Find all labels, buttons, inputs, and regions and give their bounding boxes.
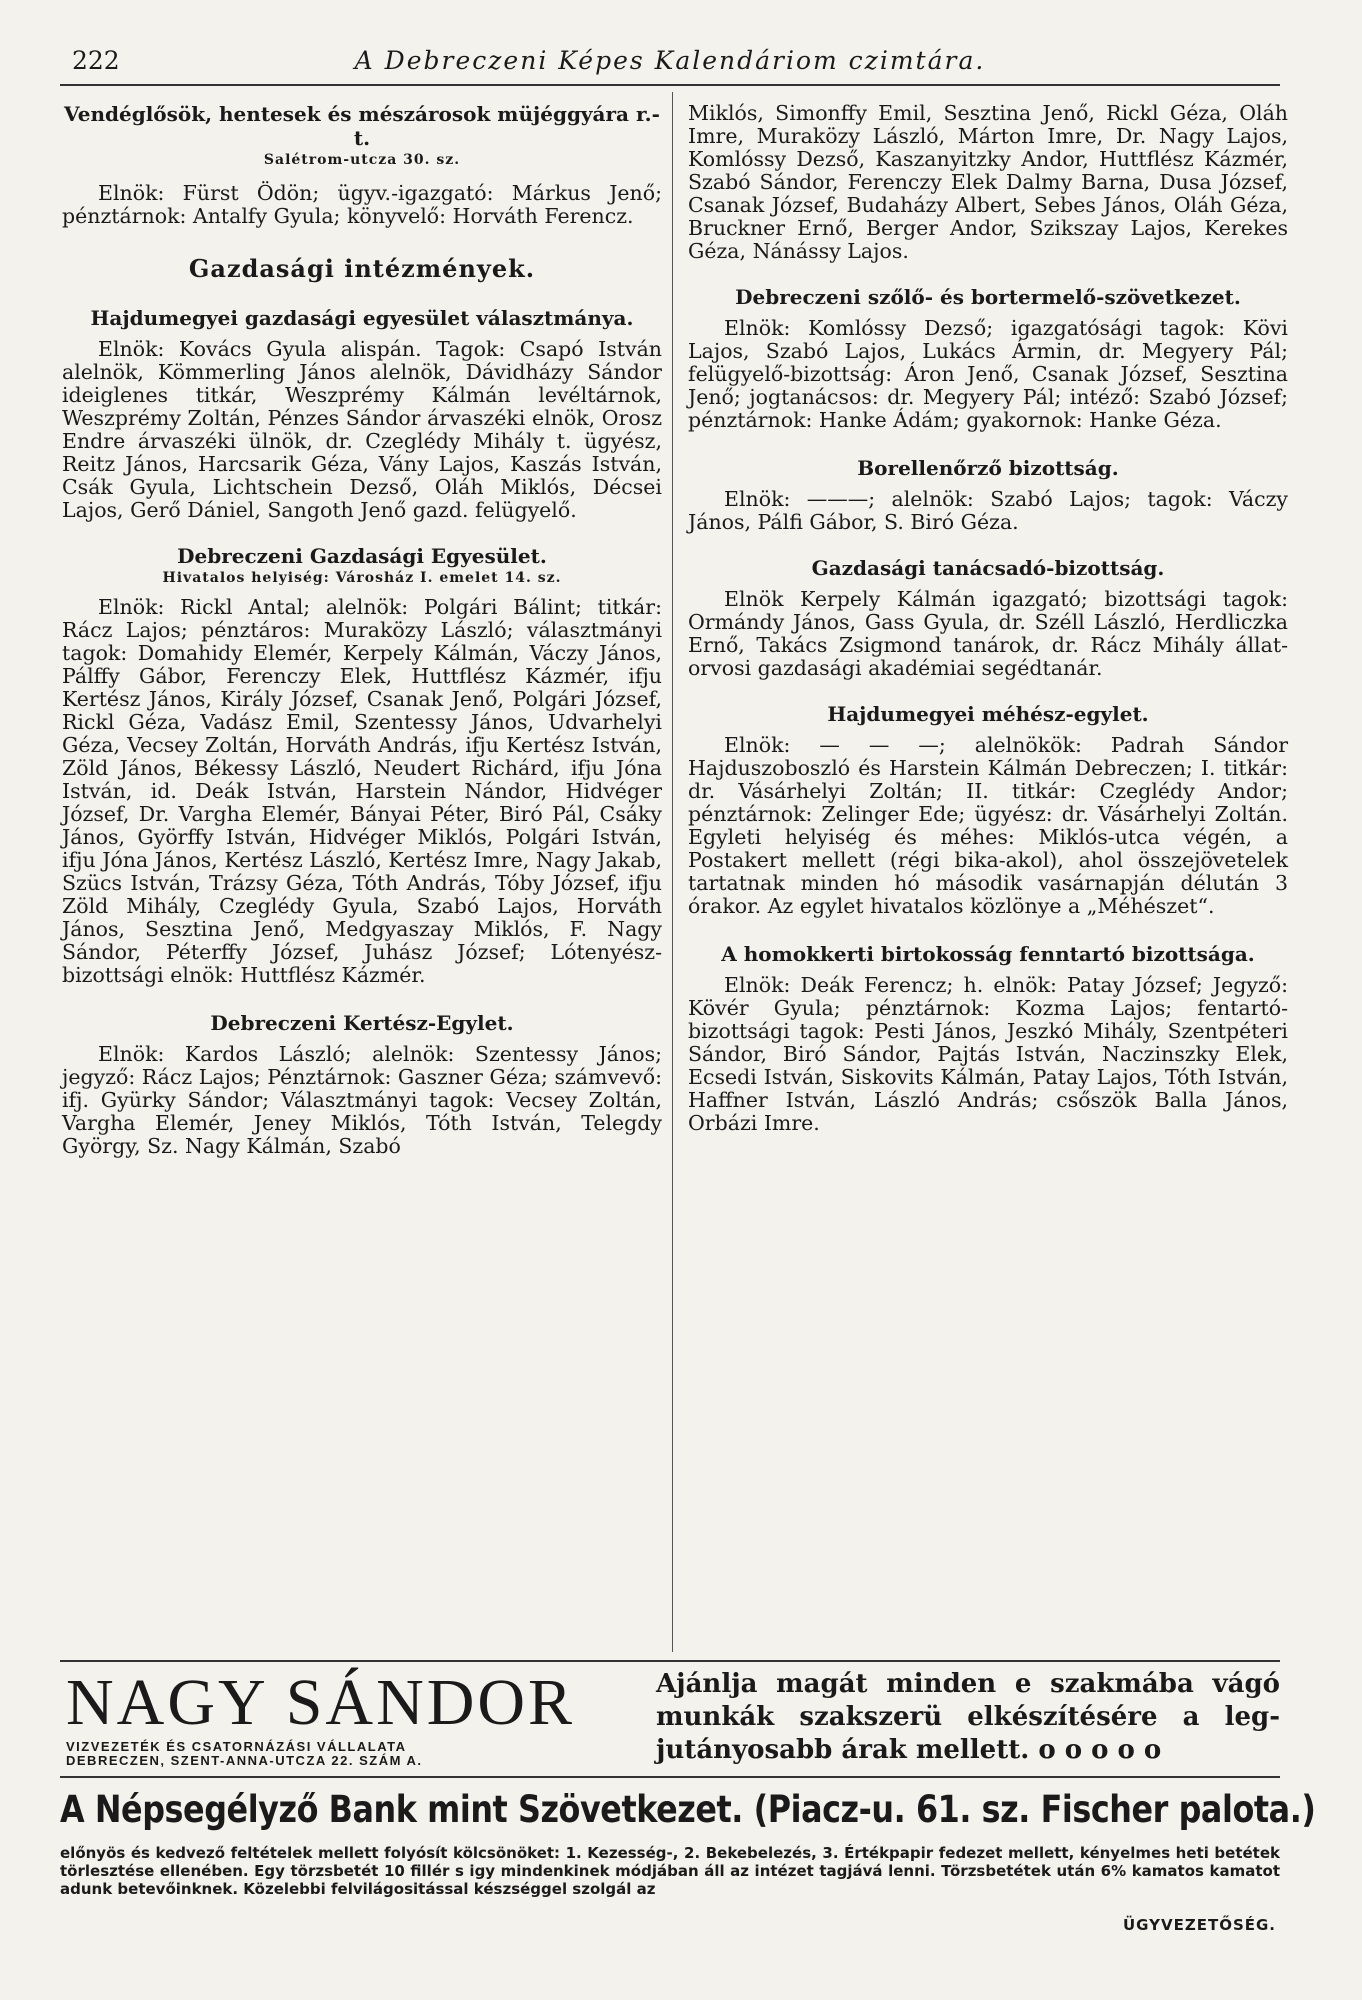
- page-header: [60, 40, 1280, 86]
- bank-title: A Népsegélyző Bank mint Szövetkezet. (Piacz-u. 61. sz. Fischer palota.): [60, 1788, 1316, 1831]
- section-body: Elnök: Kardos László; alelnök: Szentessy János; jegyző: Rácz Lajos; Pénztárnok: Gaszner Géza; számvevő: ifj. Gyürky Sándor; Választmányi tagok: Vecsey Zoltán, Vargha Elemér, Jeney Miklós, Tóth István, Telegdy György, Sz. Nagy Kálmán, Szabó: [62, 1042, 662, 1158]
- running-title: A Debreczeni Képes Kalendáriom czimtára.: [354, 46, 986, 75]
- advertisement-bank: [60, 1776, 1316, 1968]
- section-title: Debreczeni Kertész-Egylet.: [210, 1011, 514, 1035]
- section-address: Hivatalos helyiség: Városház I. emelet 14. sz.: [162, 570, 562, 586]
- ad-text: Ajánlja magát minden e szakmába vágó munkák szakszerü elkészítésére a legjutányosabb árak mellett. o o o o o: [656, 1669, 1280, 1765]
- section-body: Elnök: Rickl Antal; alelnök: Polgári Bálint; titkár: Rácz Lajos; pénztáros: Muraközy László; választmányi tagok: Domahidy Elemér, Kerpely Kálmán, Váczy János, Pálffy Gábor, Ferenczy Elek, Huttflész Kázmér, ifju Kertész János, Király József, Csanak Jenő, Polgári József, Rickl Géza, Vadász Emil, Szentessy János, Udvarhelyi Géza, Vecsey Zoltán, Horváth András, ifju Kertész István, Zöld János, Békessy László, Neudert Richárd, ifju Jóna István, id. Deák István, Harstein Nándor, Hidvéger József, Dr. Vargha Elemér, Bányai Péter, Biró Pál, Csáky János, Györffy István, Hidvéger Miklós, Polgári István, ifju Jóna János, Kertész László, Kertész Imre, Nagy Jakab, Szücs István, Trázsy Géza, Tóth András, Tóby József, ifju Zöld Mihály, Czeglédy Gyula, Szabó Lajos, Horváth János, Sesztina Jenő, Medgyaszay Miklós, F. Nagy Sándor, Péterffy József, Juhász József; Lótenyészbizottsági elnök: Huttflész Kázmér.: [62, 595, 662, 987]
- section-body: Elnök: Kovács Gyula alispán. Tagok: Csapó István alelnök, Kömmerling János alelnök, Dávidházy Sándor ideiglenes titkár, Weszprémy Kálmán levéltárnok, Weszprémy Zoltán, Pénzes Sándor árvaszéki elnök, Orosz Endre árvaszéki ülnök, dr. Czeglédy Mihály t. ügyész, Reitz János, Harcsarik Géza, Vány Lajos, Kaszás István, Csák Gyula, Lichtschein Dezső, Oláh Miklós, Décsei Lajos, Gerő Dániel, Sangoth Jenő gazd. felügyelő.: [62, 337, 662, 522]
- section-body: Elnök: Komlóssy Dezső; igazgatósági tagok: Kövi Lajos, Szabó Lajos, Lukács Ármin, dr. Megyery Pál; felügyelő-bizottság: Áron Jenő, Csanak József, Sesztina Jenő; jogtanácsos: dr. Megyery Pál; intéző: Szabó József; pénztárnok: Hanke Ádám; gyakornok: Hanke Géza.: [688, 316, 1288, 432]
- left-column: [62, 92, 662, 1158]
- page-number: 222: [72, 46, 120, 75]
- ad-company-details: [66, 1740, 423, 1768]
- section-body: Elnök: Deák Ferencz; h. elnök: Patay József; Jegyző: Kövér Gyula; pénztárnok: Kozma Lajos; fentartó-bizottsági tagok: Pesti János, Jeszkó Mihály, Szentpéteri Sándor, Biró Sándor, Pajtás István, Naczinszky Elek, Ecsedi István, Siskovits Kálmán, Patay Lajos, Tóth István, Haffner István, László András; csőszök Balla János, Orbázi Imre.: [688, 973, 1288, 1135]
- bank-text: előnyös és kedvező feltételek mellett folyósít kölcsönöket: 1. Kezesség-, 2. Bekebelezés, 3. Értékpapir fedezet mellett, kényelmes heti betétek törlesztése ellenében. Egy törzsbetét 10 fillér s igy mindenkinek módjában áll az intézet tagjává lenni. Törzsbetétek után 6% kamatos kamatot adunk betevőinknek. Közelebbi felvilágositással készséggel szolgál az: [60, 1844, 1280, 1898]
- ad-company-line-1: VIZVEZETÉK ÉS CSATORNÁZÁSI VÁLLALATA: [66, 1739, 407, 1754]
- section-title: Vendéglősök, hentesek és mészárosok müjéggyára r.-t.: [64, 102, 660, 150]
- right-column: [688, 92, 1288, 1135]
- section-body: Elnök: — — —; alelnökök: Padrah Sándor Hajduszoboszló és Harstein Kálmán Debreczen; I. titkár: dr. Vásárhelyi Zoltán; II. titkár: Czeglédy Andor; pénztárnok: Zelinger Ede; ügyész: dr. Vásárhelyi Zoltán. Egyleti helyiség és méhes: Miklós-utca végén, a Postakert mellett (régi bika-akol), ahol összejövetelek tartatnak minden hó második vasárnapján délután 3 órakor. Az egylet hivatalos közlönye a „Méhészet“.: [688, 733, 1288, 918]
- columns: [60, 92, 1288, 1650]
- advertisement-nagy-sandor: [60, 1660, 1280, 1772]
- section-body: Elnök: ———; alelnök: Szabó Lajos; tagok: Váczy János, Pálfi Gábor, S. Biró Géza.: [688, 487, 1288, 534]
- bank-signature: ÜGYVEZETŐSÉG.: [1122, 1916, 1276, 1934]
- section-title: Debreczeni Gazdasági Egyesület.: [177, 544, 547, 568]
- ad-company-name: NAGY SÁNDOR: [66, 1666, 576, 1739]
- section-title: Gazdasági tanácsadó-bizottság.: [811, 556, 1165, 580]
- section-address: Salétrom-utcza 30. sz.: [263, 152, 461, 168]
- section-title: Debreczeni szőlő- és bortermelő-szövetkezet.: [735, 285, 1241, 309]
- chapter-title: Gazdasági intézmények.: [188, 254, 536, 283]
- section-title: A homokkerti birtokosság fenntartó bizottsága.: [721, 942, 1255, 966]
- section-title: Hajdumegyei gazdasági egyesület választmánya.: [90, 306, 634, 330]
- section-body: Elnök: Fürst Ödön; ügyv.-igazgató: Márkus Jenő; pénztárnok: Antalfy Gyula; könyvelő: Horváth Ferencz.: [62, 181, 662, 228]
- section-title: Hajdumegyei méhész-egylet.: [827, 702, 1149, 726]
- page: [60, 40, 1316, 1970]
- section-title: Borellenőrző bizottság.: [857, 456, 1119, 480]
- ad-company-line-2: DEBRECZEN, SZENT-ANNA-UTCZA 22. SZÁM A.: [66, 1753, 423, 1768]
- section-body: Miklós, Simonffy Emil, Sesztina Jenő, Rickl Géza, Oláh Imre, Muraközy László, Márton Imre, Dr. Nagy Lajos, Komlóssy Dezső, Kaszanyitzky Andor, Huttflész Kázmér, Szabó Sándor, Ferenczy Elek Dalmy Barna, Dusa József, Csanak József, Budaházy Albert, Sebes János, Oláh Géza, Bruckner Ernő, Berger Andor, Szikszay Lajos, Kerekes Géza, Nánássy Lajos.: [688, 101, 1288, 263]
- section-body: Elnök Kerpely Kálmán igazgató; bizottsági tagok: Ormándy János, Gass Gyula, dr. Széll László, Herdliczka Ernő, Takács Zsigmond tanárok, dr. Rácz Mihály állatorvosi gazdasági akadémiai segédtanár.: [688, 587, 1288, 680]
